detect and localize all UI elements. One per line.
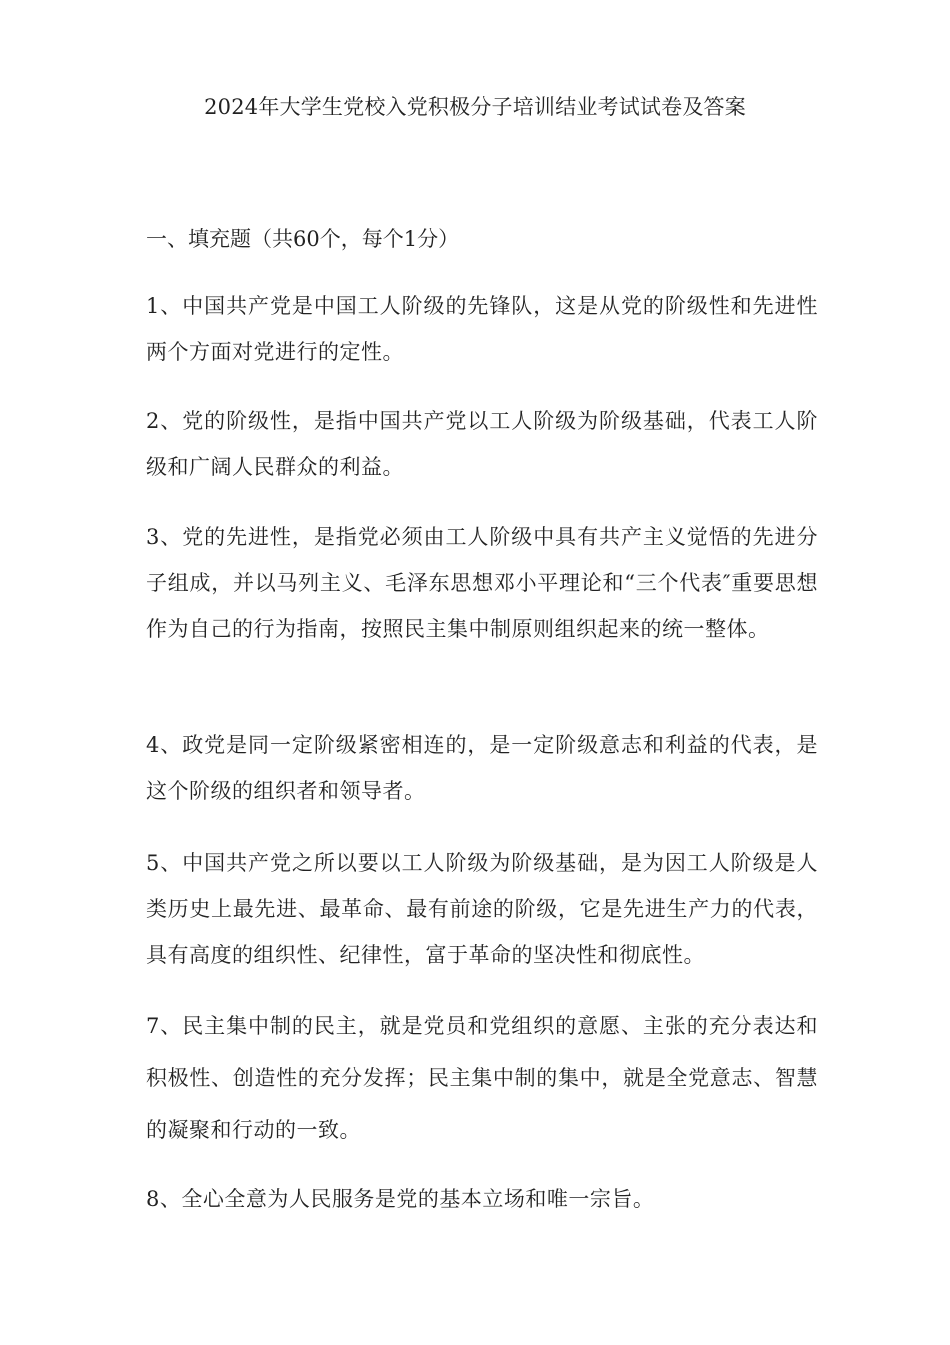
question-item-8: 8、全心全意为人民服务是党的基本立场和唯一宗旨。 — [146, 1187, 655, 1211]
question-item-7: 7、民主集中制的民主，就是党员和党组织的意愿、主张的充分表达和积极性、创造性的充分发挥；民主集中制的集中，就是全党意志、智慧的凝聚和行动的一致。 — [146, 1014, 818, 1142]
question-item-3: 3、党的先进性，是指党必须由工人阶级中具有共产主义觉悟的先进分子组成，并以马列主义、毛泽东思想邓小平理论和“三个代表″重要思想作为自己的行为指南，按照民主集中制原则组织起来的统一整体。 — [146, 525, 818, 641]
question-item-1: 1、中国共产党是中国工人阶级的先锋队，这是从党的阶级性和先进性两个方面对党进行的定性。 — [146, 294, 818, 364]
question-item-2: 2、党的阶级性，是指中国共产党以工人阶级为阶级基础，代表工人阶级和广阔人民群众的利益。 — [146, 409, 818, 479]
question-item-5: 5、中国共产党之所以要以工人阶级为阶级基础，是为因工人阶级是人类历史上最先进、最革命、最有前途的阶级，它是先进生产力的代表，具有高度的组织性、纪律性，富于革命的坚决性和彻底性。 — [146, 851, 818, 967]
question-item-4: 4、政党是同一定阶级紧密相连的，是一定阶级意志和利益的代表，是这个阶级的组织者和领导者。 — [146, 733, 818, 803]
document-title: 2024年大学生党校入党积极分子培训结业考试试卷及答案 — [204, 95, 746, 119]
section-heading: 一、填充题（共60个，每个1分） — [146, 227, 460, 251]
